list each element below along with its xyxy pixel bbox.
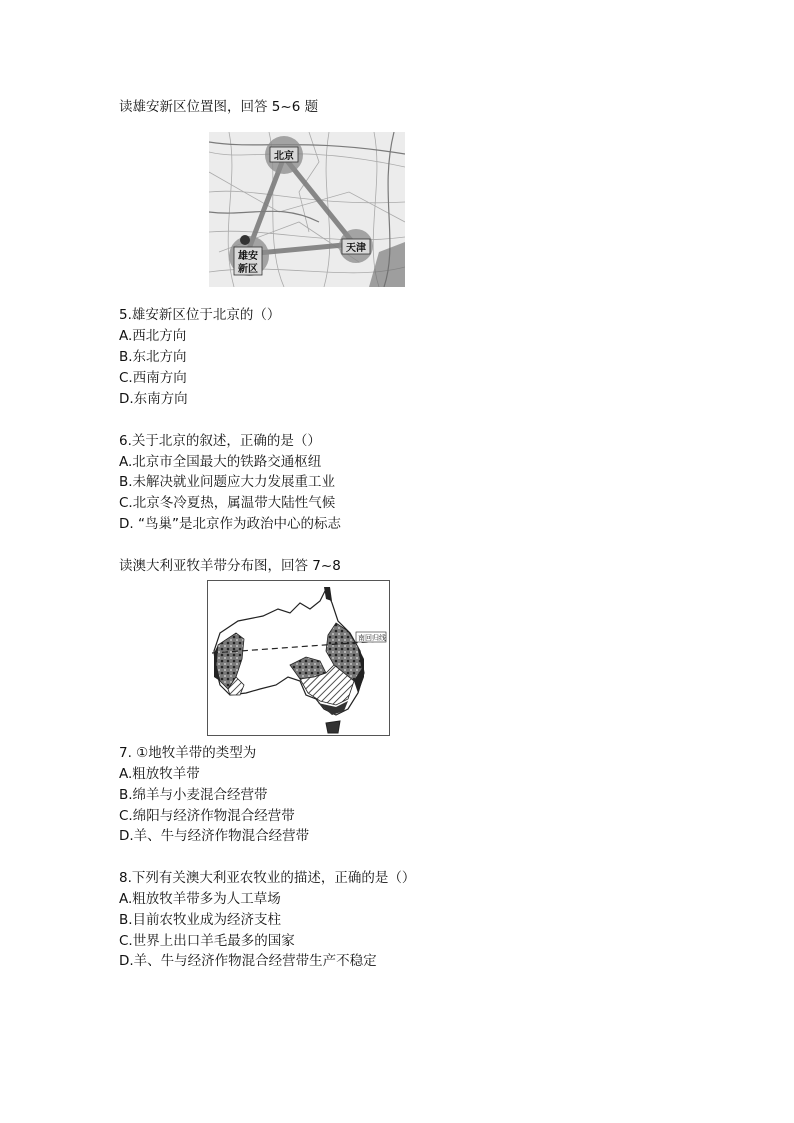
australia-map-svg <box>208 581 389 735</box>
xiongan-location-map <box>209 132 405 287</box>
q7-option-c: C.绵阳与经济作物混合经营带 <box>119 808 295 824</box>
q6-option-a: A.北京市全国最大的铁路交通枢纽 <box>119 454 322 470</box>
q6-option-d: D. “鸟巢”是北京作为政治中心的标志 <box>119 516 341 532</box>
q5-option-c: C.西南方向 <box>119 370 187 386</box>
q8-option-b: B.目前农牧业成为经济支柱 <box>119 912 282 928</box>
q6-stem: 6.关于北京的叙述，正确的是（） <box>119 433 321 449</box>
q5-option-b: B.东北方向 <box>119 349 187 365</box>
section1-intro: 读雄安新区位置图，回答 5~6 题 <box>119 99 319 115</box>
q7-stem: 7. ①地牧羊带的类型为 <box>119 745 257 761</box>
q8-option-c: C.世界上出口羊毛最多的国家 <box>119 933 295 949</box>
q7-option-b: B.绵羊与小麦混合经营带 <box>119 787 268 803</box>
section2-intro: 读澳大利亚牧羊带分布图，回答 7~8 <box>119 558 341 574</box>
xiongan-map-svg <box>209 132 405 287</box>
q7-option-d: D.羊、牛与经济作物混合经营带 <box>119 828 310 844</box>
australia-sheep-map <box>207 580 390 736</box>
q8-option-d: D.羊、牛与经济作物混合经营带生产不稳定 <box>119 953 377 969</box>
q6-option-c: C.北京冬冷夏热，属温带大陆性气候 <box>119 495 336 511</box>
beijing-label: 北京 <box>274 151 294 162</box>
tianjin-label: 天津 <box>346 243 366 254</box>
q6-option-b: B.未解决就业问题应大力发展重工业 <box>119 474 336 490</box>
q7-option-a: A.粗放牧羊带 <box>119 766 200 782</box>
q5-stem: 5.雄安新区位于北京的（） <box>119 307 281 323</box>
q5-option-d: D.东南方向 <box>119 391 188 407</box>
xiongan-label-line1: 雄安 <box>238 251 258 262</box>
tropic-label: 南回归线 <box>358 634 386 642</box>
xiongan-label-line2: 新区 <box>238 264 258 275</box>
q8-option-a: A.粗放牧羊带多为人工草场 <box>119 891 281 907</box>
q5-option-a: A.西北方向 <box>119 328 187 344</box>
q8-stem: 8.下列有关澳大利亚农牧业的描述，正确的是（） <box>119 870 416 886</box>
